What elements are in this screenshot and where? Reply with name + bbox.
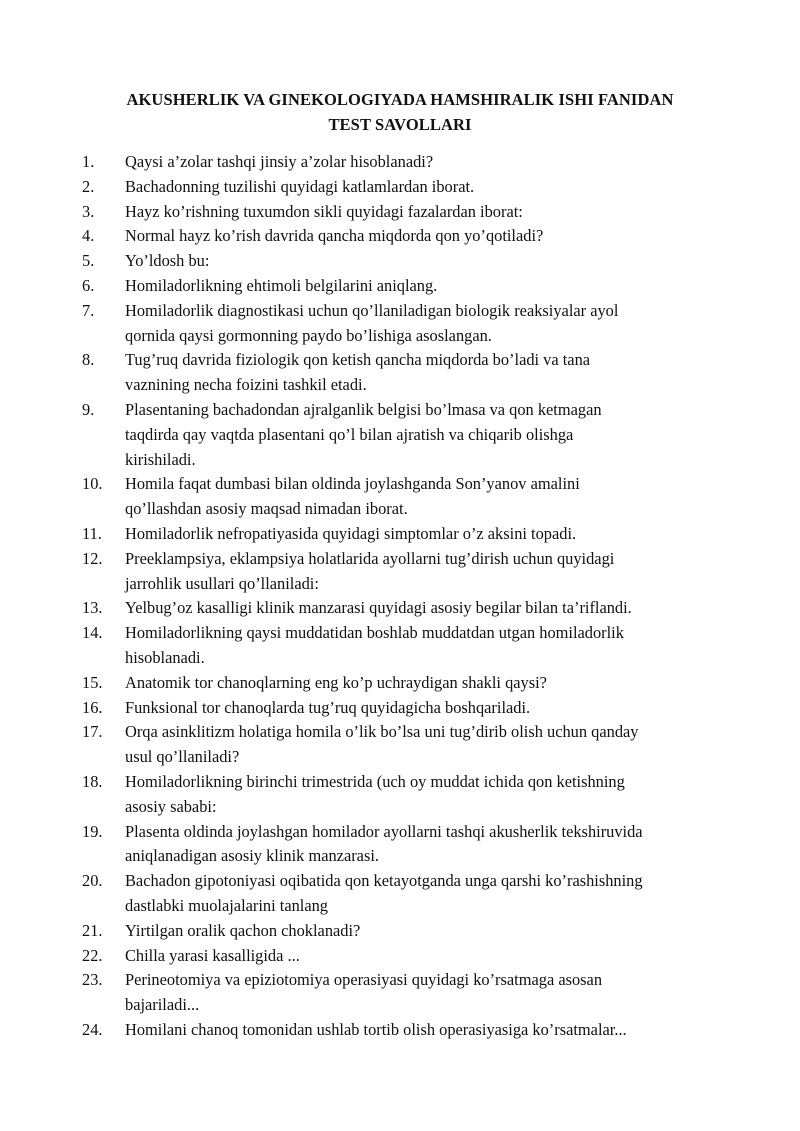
question-text-line: Chilla yarasi kasalligida ...	[125, 945, 300, 965]
question-item	[0, 621, 800, 671]
question-text-line: Anatomik tor chanoqlarning eng ko’p uchraydigan shakli qaysi?	[125, 672, 547, 692]
question-text-line: Homiladorlik nefropatiyasida quyidagi simptomlar o’z aksini topadi.	[125, 523, 577, 543]
question-text	[125, 274, 725, 299]
question-text	[125, 820, 725, 870]
question-text-line: Qaysi a’zolar tashqi jinsiy a’zolar hisoblanadi?	[125, 152, 434, 171]
question-text	[125, 150, 725, 175]
question-item	[0, 472, 800, 522]
question-item	[0, 770, 800, 820]
question-text	[125, 175, 725, 200]
question-text-line: usul qo’llaniladi?	[125, 747, 240, 767]
question-number: 18.	[82, 771, 103, 791]
question-text-line: Yirtilgan oralik qachon choklanadi?	[125, 920, 361, 940]
question-text	[125, 200, 725, 225]
title-line-1: AKUSHERLIK VA GINEKOLOGIYADA HAMSHIRALIK ISHI FANIDAN	[126, 90, 674, 110]
question-number: 19.	[82, 821, 103, 841]
question-item	[0, 175, 800, 200]
question-text-line: Orqa asinklitizm holatiga homila o’lik bo’lsa uni tug’dirib olish uchun qanday	[125, 722, 639, 742]
question-text	[125, 348, 725, 398]
question-text	[125, 249, 725, 274]
question-text	[125, 224, 725, 249]
question-text-line: asosiy sababi:	[125, 796, 217, 816]
question-text	[125, 869, 725, 919]
question-number: 24.	[82, 1019, 103, 1039]
question-number: 8.	[82, 350, 95, 370]
question-item	[0, 720, 800, 770]
question-item	[0, 869, 800, 919]
question-item	[0, 274, 800, 299]
question-text-line: Homiladorlikning ehtimoli belgilarini aniqlang.	[125, 275, 438, 295]
question-item	[0, 398, 800, 472]
question-item	[0, 522, 800, 547]
question-text-line: Plasentaning bachadondan ajralganlik belgisi bo’lmasa va qon ketmagan	[125, 399, 602, 419]
question-text-line: Preeklampsiya, eklampsiya holatlarida ayollarni tug’dirish uchun quyidagi	[125, 548, 615, 568]
question-text-line: Homiladorlikning qaysi muddatidan boshlab muddatdan utgan homiladorlik	[125, 623, 624, 643]
question-text-line: Bachadon gipotoniyasi oqibatida qon ketayotganda unga qarshi ko’rashishning	[125, 871, 643, 891]
question-text	[125, 299, 725, 349]
question-text-line: aniqlanadigan asosiy klinik manzarasi.	[125, 846, 379, 866]
question-number: 21.	[82, 920, 103, 940]
question-text-line: qornida qaysi gormonning paydo bo’lishiga asoslangan.	[125, 325, 492, 345]
question-number: 1.	[82, 152, 95, 171]
question-number: 13.	[82, 598, 103, 618]
question-text-line: vaznining necha foizini tashkil etadi.	[125, 375, 367, 395]
question-text-line: Homiladorlik diagnostikasi uchun qo’llaniladigan biologik reaksiyalar ayol	[125, 300, 619, 320]
question-item	[0, 224, 800, 249]
question-number: 10.	[82, 474, 103, 494]
question-text	[125, 919, 725, 944]
question-item	[0, 249, 800, 274]
question-text	[125, 720, 725, 770]
question-number: 16.	[82, 697, 103, 717]
question-number: 20.	[82, 871, 103, 891]
question-item	[0, 944, 800, 969]
question-number: 17.	[82, 722, 103, 742]
question-text-line: Yo’ldosh bu:	[125, 251, 210, 271]
question-text-line: Tug’ruq davrida fiziologik qon ketish qancha miqdorda bo’ladi va tana	[125, 350, 591, 370]
question-text	[125, 547, 725, 597]
question-number: 3.	[82, 201, 95, 221]
question-text	[125, 968, 725, 1018]
question-text	[125, 522, 725, 547]
question-number: 5.	[82, 251, 95, 271]
question-text-line: Perineotomiya va epiziotomiya operasiyasi quyidagi ko’rsatmaga asosan	[125, 970, 603, 990]
question-text	[125, 671, 725, 696]
question-text-line: Homila faqat dumbasi bilan oldinda joylashganda Son’yanov amalini	[125, 474, 580, 494]
question-text-line: jarrohlik usullari qo’llaniladi:	[125, 573, 319, 593]
question-text-line: Homiladorlikning birinchi trimestrida (uch oy muddat ichida qon ketishning	[125, 771, 625, 791]
question-text-line: hisoblanadi.	[125, 647, 205, 667]
question-text	[125, 621, 725, 671]
question-text-line: bajariladi...	[125, 995, 200, 1015]
question-number: 6.	[82, 275, 95, 295]
question-text-line: Plasenta oldinda joylashgan homilador ayollarni tashqi akusherlik tekshiruvida	[125, 821, 643, 841]
question-item	[0, 547, 800, 597]
question-item	[0, 150, 800, 175]
question-number: 14.	[82, 623, 103, 643]
question-list	[0, 150, 800, 1043]
document-title	[60, 87, 740, 137]
question-text	[125, 472, 725, 522]
question-number: 15.	[82, 672, 103, 692]
question-number: 12.	[82, 548, 103, 568]
question-item	[0, 596, 800, 621]
question-item	[0, 299, 800, 349]
question-text-line: Yelbug’oz kasalligi klinik manzarasi quyidagi asosiy begilar bilan ta’riflandi.	[125, 598, 632, 618]
question-text	[125, 696, 725, 721]
question-number: 7.	[82, 300, 95, 320]
question-text-line: kirishiladi.	[125, 449, 196, 469]
question-text-line: Hayz ko’rishning tuxumdon sikli quyidagi fazalardan iborat:	[125, 201, 523, 221]
question-text	[125, 1018, 725, 1043]
question-text-line: Homilani chanoq tomonidan ushlab tortib olish operasiyasiga ko’rsatmalar...	[125, 1019, 627, 1039]
question-number: 2.	[82, 176, 95, 196]
question-item	[0, 200, 800, 225]
question-text-line: taqdirda qay vaqtda plasentani qo’l bilan ajratish va chiqarib olishga	[125, 424, 574, 444]
question-text	[125, 398, 725, 472]
question-item	[0, 919, 800, 944]
title-line-2: TEST SAVOLLARI	[328, 115, 472, 135]
question-text-line: Bachadonning tuzilishi quyidagi katlamlardan iborat.	[125, 176, 475, 196]
question-text-line: qo’llashdan asosiy maqsad nimadan iborat.	[125, 499, 408, 519]
question-number: 22.	[82, 945, 103, 965]
question-item	[0, 671, 800, 696]
question-item	[0, 968, 800, 1018]
question-text-line: Funksional tor chanoqlarda tug’ruq quyidagicha boshqariladi.	[125, 697, 531, 717]
question-number: 11.	[82, 523, 102, 543]
question-number: 9.	[82, 399, 95, 419]
question-text	[125, 596, 725, 621]
question-number: 4.	[82, 226, 95, 246]
question-item	[0, 1018, 800, 1043]
question-number: 23.	[82, 970, 103, 990]
question-item	[0, 820, 800, 870]
question-text-line: Normal hayz ko’rish davrida qancha miqdorda qon yo’qotiladi?	[125, 226, 544, 246]
question-text	[125, 944, 725, 969]
question-text-line: dastlabki muolajalarini tanlang	[125, 895, 329, 915]
question-text	[125, 770, 725, 820]
question-item	[0, 696, 800, 721]
question-item	[0, 348, 800, 398]
